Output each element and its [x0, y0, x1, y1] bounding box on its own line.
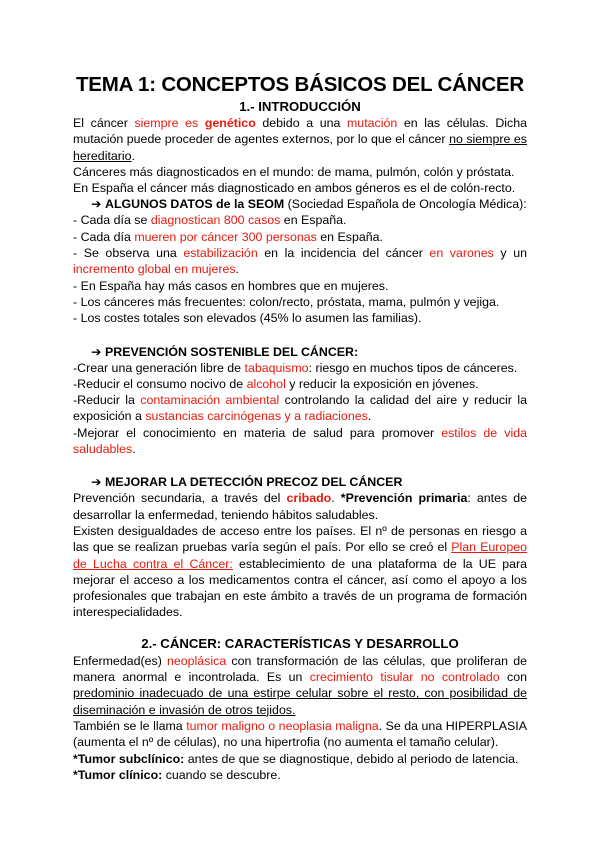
list-item: - En España hay más casos en hombres que en mujeres. — [73, 278, 389, 293]
deteccion-paragraph: Existen desigualdades de acceso entre los países. El nº de personas en riesgo a las que se realizan pruebas varía según el país. Por ello se creó el Plan Europeo de Lucha contra el Cáncer: establecimiento de una plataforma de la UE para mejorar el acceso a los medicamentos contra el cáncer, así como el apoyo a los profesionales que trabajan en este ámbito a través de un programa de formación interespecialidades. — [73, 523, 527, 620]
intro-line-mundo: Cánceres más diagnosticados en el mundo: de mama, pulmón, colón y próstata. — [73, 164, 515, 179]
prevencion-heading: ➔ PREVENCIÓN SOSTENIBLE DEL CÁNCER: — [91, 344, 359, 359]
list-item: - Los cánceres más frecuentes: colon/recto, próstata, mama, pulmón y vejiga. — [73, 294, 500, 309]
list-item: - Cada día mueren por cáncer 300 personas en España. — [73, 229, 383, 244]
section-heading-introduccion: 1.- INTRODUCCIÓN — [239, 99, 361, 114]
cancer-paragraph: Enfermedad(es) neoplásica con transformación de las células, que proliferan de manera anormal e incontrolada. Es un crecimiento tisular no controlado con predominio inadecuado de una estirpe celular sobre el resto, con posibilidad de diseminación e invasión de otros tejidos. — [73, 653, 527, 717]
tumor-clinico-line: *Tumor clínico: cuando se descubre. — [73, 767, 281, 782]
list-item: -Mejorar el conocimiento en materia de salud para promover estilos de vida saludables. — [73, 425, 527, 457]
arrow-icon: ➔ — [91, 475, 102, 490]
arrow-icon: ➔ — [91, 197, 102, 212]
list-item: -Reducir el consumo nocivo de alcohol y reducir la exposición en jóvenes. — [73, 376, 479, 391]
list-item: -Crear una generación libre de tabaquismo: riesgo en muchos tipos de cánceres. — [73, 360, 518, 375]
list-item: - Cada día se diagnostican 800 casos en España. — [73, 213, 347, 228]
seom-heading: ➔ ALGUNOS DATOS de la SEOM (Sociedad Española de Oncología Médica): — [91, 197, 527, 212]
cancer-paragraph: También se le llama tumor maligno o neoplasia maligna. Se da una HIPERPLASIA (aumenta el nº de células), no una hipertrofia (no aumenta el tamaño celular). — [73, 718, 527, 750]
arrow-icon: ➔ — [91, 344, 102, 359]
list-item: - Se observa una estabilización en la incidencia del cáncer en varones y un incremento global en mujeres. — [73, 246, 527, 277]
tumor-subclinico-line: *Tumor subclínico: antes de que se diagnostique, debido al periodo de latencia. — [73, 751, 519, 766]
section-heading-cancer: 2.- CÁNCER: CARACTERÍSTICAS Y DESARROLLO — [141, 635, 459, 651]
intro-line-espana: En España el cáncer más diagnosticado en ambos géneros es el de colón-recto. — [73, 181, 516, 196]
page-title: TEMA 1: CONCEPTOS BÁSICOS DEL CÁNCER — [75, 73, 525, 96]
list-item: - Los costes totales son elevados (45% lo asumen las familias). — [73, 311, 422, 326]
deteccion-paragraph: Prevención secundaria, a través del cribado. *Prevención primaria: antes de desarrollar la enfermedad, teniendo hábitos saludables. — [73, 491, 527, 522]
deteccion-heading: ➔ MEJORAR LA DETECCIÓN PRECOZ DEL CÁNCER — [91, 475, 403, 490]
intro-paragraph: El cáncer siempre es genético debido a una mutación en las células. Dicha mutación puede proceder de agentes externos, por lo que el cáncer no siempre es hereditario. — [73, 116, 528, 163]
list-item: -Reducir la contaminación ambiental controlando la calidad del aire y reducir la exposición a sustancias carcinógenas y a radiaciones. — [73, 393, 527, 424]
